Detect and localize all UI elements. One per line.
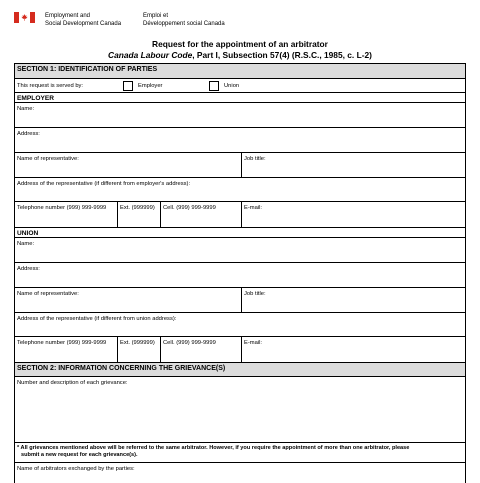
employer-heading: EMPLOYER xyxy=(17,95,55,102)
union-checkbox[interactable] xyxy=(209,81,219,91)
union-rep-name-field[interactable]: Name of representative: xyxy=(17,291,79,297)
employer-rep-address-row xyxy=(15,178,465,202)
grievance-description-field[interactable]: Number and description of each grievance: xyxy=(17,380,128,386)
employer-email-field[interactable]: E-mail: xyxy=(241,202,465,227)
section1-header-row xyxy=(15,64,465,79)
union-rep-address-row xyxy=(15,313,465,337)
employer-telephone-field[interactable]: Telephone number (999) 999-9999 xyxy=(17,205,107,211)
union-contact-row xyxy=(15,337,465,363)
union-heading: UNION xyxy=(17,230,39,237)
form-subtitle: Canada Labour Code, Part I, Subsection 57(4) (R.S.C., 1985, c. L-2) xyxy=(108,50,372,60)
grievance-description-row xyxy=(15,377,465,443)
employer-rep-name-field[interactable]: Name of representative: xyxy=(17,156,79,162)
canada-flag-icon xyxy=(14,12,35,23)
union-email-field[interactable]: E-mail: xyxy=(241,337,465,362)
served-by-label: This request is served by: xyxy=(17,82,84,89)
department-name-fr: Emploi et Développement social Canada xyxy=(143,13,225,27)
form-title: Request for the appointment of an arbitrator xyxy=(152,39,328,49)
employer-ext-field[interactable]: Ext. (999999) xyxy=(117,202,160,227)
union-rep-row xyxy=(15,288,465,313)
union-name-field[interactable]: Name: xyxy=(17,241,35,247)
maple-leaf-icon xyxy=(21,14,28,21)
section2-heading: SECTION 2: INFORMATION CONCERNING THE GRIEVANCE(S) xyxy=(15,363,465,376)
employer-heading-row xyxy=(15,93,465,103)
employer-option-label: Employer xyxy=(138,82,163,89)
employer-checkbox[interactable] xyxy=(123,81,133,91)
union-address-row xyxy=(15,263,465,288)
employer-address-row xyxy=(15,128,465,153)
employer-rep-row xyxy=(15,153,465,178)
employer-contact-row xyxy=(15,202,465,228)
employer-cell-field[interactable]: Cell. (999) 999-9999 xyxy=(160,202,241,227)
employer-name-row xyxy=(15,103,465,128)
union-name-row xyxy=(15,238,465,263)
employer-name-field[interactable]: Name: xyxy=(17,106,35,112)
union-job-title-field[interactable]: Job title: xyxy=(241,288,465,312)
section1-heading: SECTION 1: IDENTIFICATION OF PARTIES xyxy=(15,64,465,78)
union-heading-row xyxy=(15,228,465,238)
union-rep-address-field[interactable]: Address of the representative (if different from union address): xyxy=(17,316,177,322)
employer-rep-address-field[interactable]: Address of the representative (if different from employer's address): xyxy=(17,181,191,187)
served-by-row xyxy=(15,79,465,93)
union-telephone-field[interactable]: Telephone number (999) 999-9999 xyxy=(17,340,107,346)
header xyxy=(14,12,474,34)
arbitrators-row xyxy=(15,463,465,483)
section2-header-row xyxy=(15,363,465,377)
union-cell-field[interactable]: Cell. (999) 999-9999 xyxy=(160,337,241,362)
employer-job-title-field[interactable]: Job title: xyxy=(241,153,465,177)
arbitrators-field[interactable]: Name of arbitrators exchanged by the parties: xyxy=(17,466,135,472)
grievance-note-row xyxy=(15,443,465,463)
employer-address-field[interactable]: Address: xyxy=(17,131,40,137)
union-ext-field[interactable]: Ext. (999999) xyxy=(117,337,160,362)
grievance-note: * All grievances mentioned above will be referred to the same arbitrator. However, if you require the appointment of more than one arbitrator, please submit a new request for each grievance(s). xyxy=(17,445,410,458)
union-address-field[interactable]: Address: xyxy=(17,266,40,272)
union-option-label: Union xyxy=(224,82,240,89)
department-name-en: Employment and Social Development Canada xyxy=(45,13,122,27)
arbitrator-request-form xyxy=(14,63,466,483)
